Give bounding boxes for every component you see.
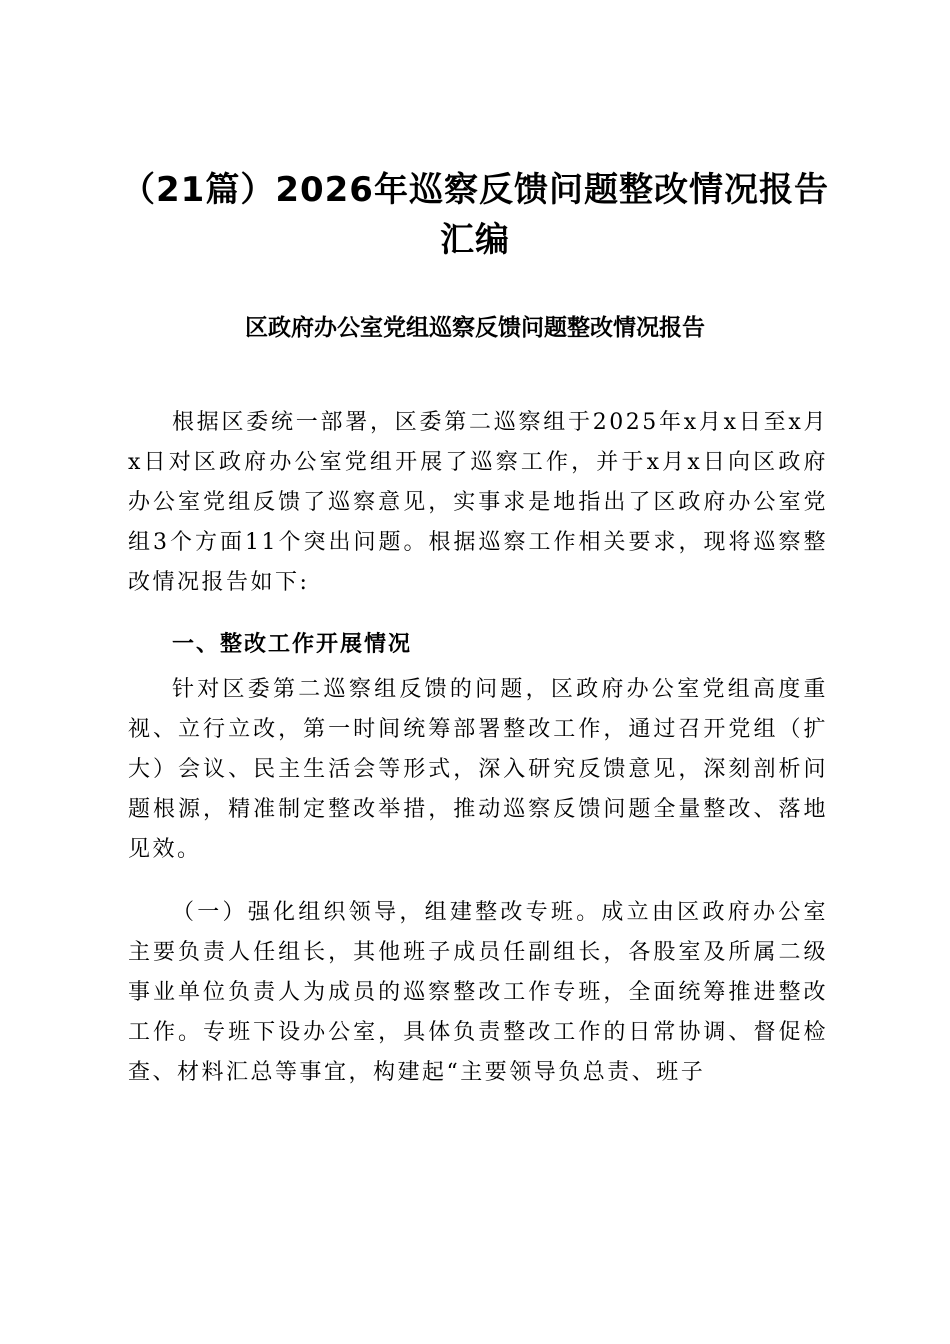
document-title: （21篇）2026年巡察反馈问题整改情况报告汇编 [121, 170, 829, 260]
intro-paragraph: 根据区委统一部署，区委第二巡察组于2025年x月x日至x月x日对区政府办公室党组开展了巡察工作，并于x月x日向区政府办公室党组反馈了巡察意见，实事求是地指出了区政府办公室党组3个方面11个突出问题。根据巡察工作相关要求，现将巡察整改情况报告如下: [128, 410, 828, 595]
section-heading-1: 一、整改工作开展情况 [172, 632, 413, 657]
section-1-paragraph: 针对区委第二巡察组反馈的问题，区政府办公室党组高度重视、立行立改，第一时间统筹部署整改工作，通过召开党组（扩大）会议、民主生活会等形式，深入研究反馈意见，深刻剖析问题根源，精准制定整改举措，推动巡察反馈问题全量整改、落地见效。 [128, 677, 828, 862]
item-1-paragraph [128, 893, 828, 1093]
item-1-lead: （一）强化组织领导，组建整改专班。 [172, 900, 602, 925]
item-1-body: 成立由区政府办公室主要负责人任组长，其他班子成员任副组长，各股室及所属二级事业单位负责人为成员的巡察整改工作专班，全面统筹推进整改工作。专班下设办公室，具体负责整改工作的日常协调、督促检查、材料汇总等事宜，构建起“主要领导负总责、班子 [128, 900, 828, 1085]
document-subtitle: 区政府办公室党组巡察反馈问题整改情况报告 [245, 315, 705, 341]
